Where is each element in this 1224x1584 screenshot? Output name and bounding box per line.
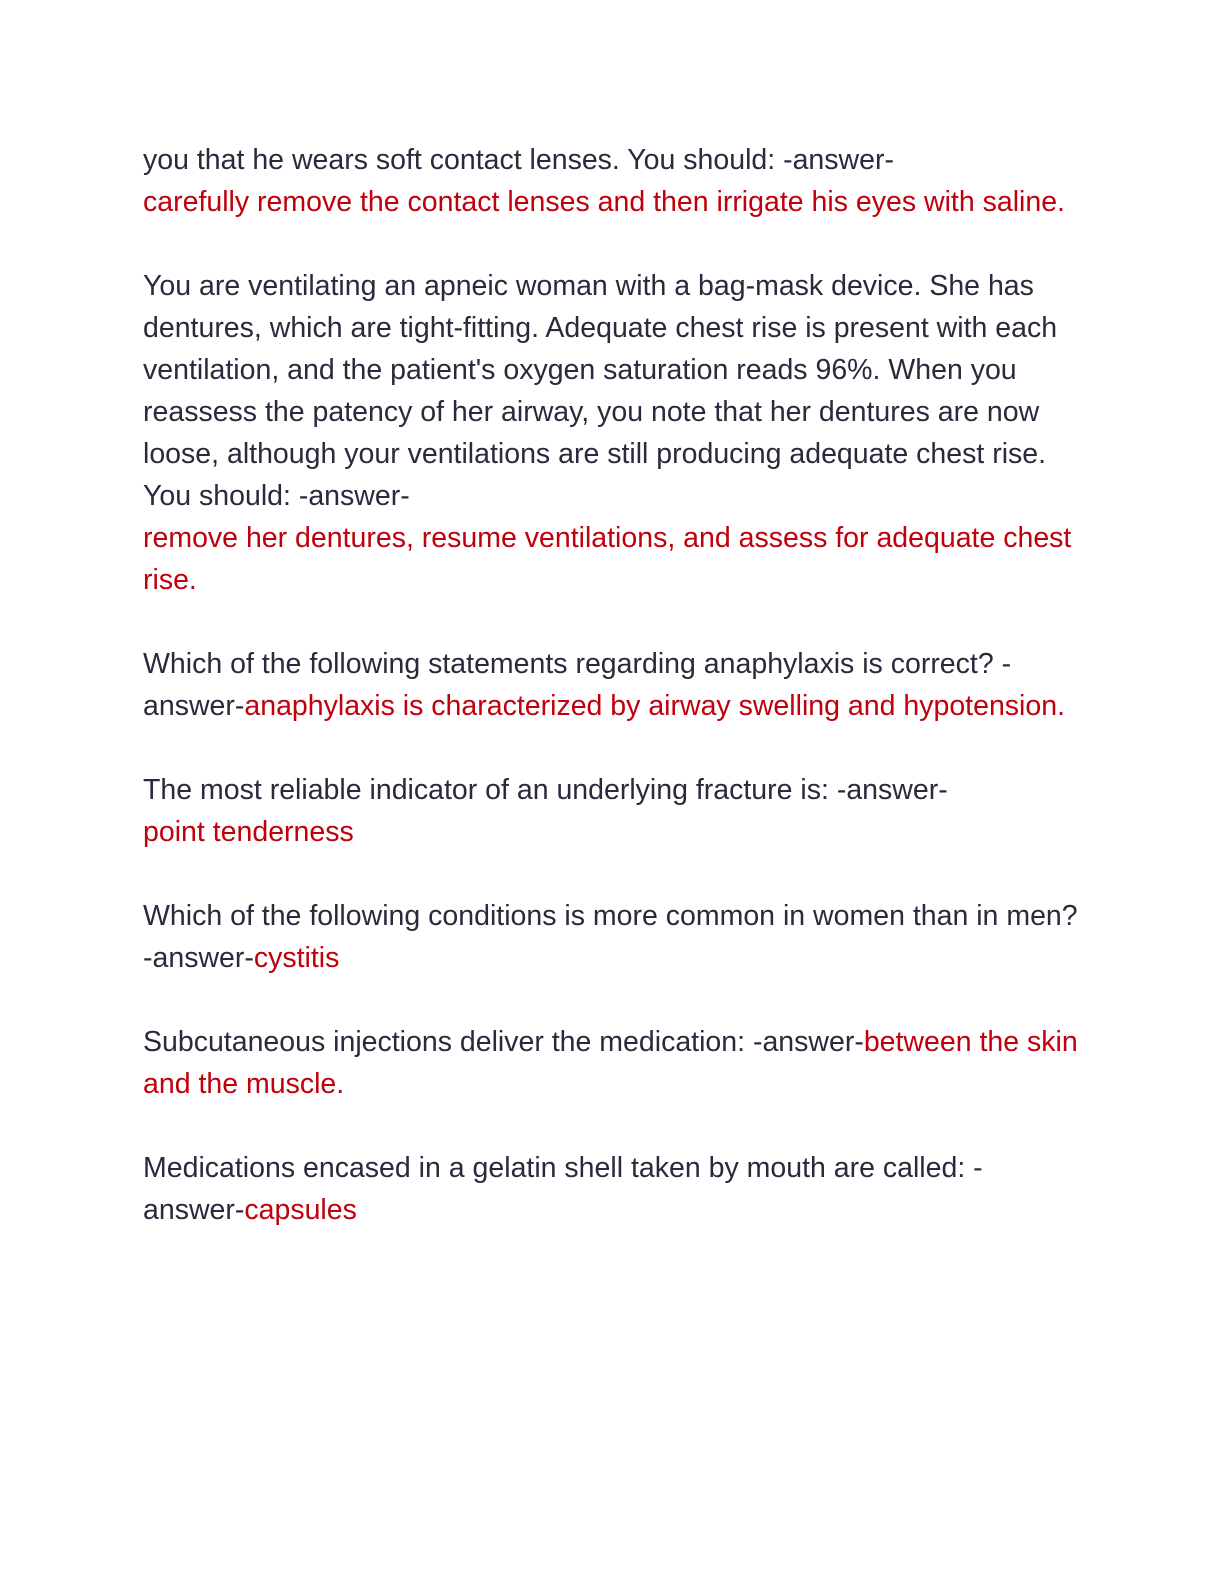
answer-text: capsules — [244, 1194, 357, 1226]
question-text: Medications encased in a gelatin shell taken by mouth are called: -answer- — [143, 1152, 983, 1226]
qa-item-dentures — [143, 265, 1083, 601]
answer-text: point tenderness — [143, 816, 354, 848]
question-text: Which of the following statements regarding anaphylaxis is correct? -answer- — [143, 648, 1012, 722]
qa-item-contact-lenses — [143, 139, 1083, 223]
answer-text: between the skin and the muscle. — [143, 1026, 1078, 1100]
answer-text: cystitis — [253, 942, 340, 974]
question-text: The most reliable indicator of an underlying fracture is: -answer- — [143, 774, 948, 806]
qa-item-cystitis — [143, 895, 1083, 979]
question-text: Subcutaneous injections deliver the medication: -answer- — [143, 1026, 864, 1058]
question-text: Which of the following conditions is more common in women than in men? -answer- — [143, 900, 1078, 974]
qa-item-capsules — [143, 1147, 1083, 1231]
question-text: you that he wears soft contact lenses. You should: -answer- — [143, 144, 894, 176]
answer-text: carefully remove the contact lenses and then irrigate his eyes with saline. — [143, 186, 1065, 218]
question-text: You are ventilating an apneic woman with a bag-mask device. She has dentures, which are tight-fitting. Adequate chest rise is present with each ventilation, and the patient's oxygen saturation reads 96%. When you reassess the patency of her airway, you note that her dentures are now loose, although your ventilations are still producing adequate chest rise. You should: -answer- — [143, 270, 1058, 512]
qa-item-subcutaneous — [143, 1021, 1083, 1105]
document-content — [143, 139, 1083, 1273]
answer-text: remove her dentures, resume ventilations, and assess for adequate chest rise. — [143, 522, 1072, 596]
qa-item-fracture — [143, 769, 1083, 853]
qa-item-anaphylaxis — [143, 643, 1083, 727]
answer-text: anaphylaxis is characterized by airway swelling and hypotension. — [244, 690, 1065, 722]
